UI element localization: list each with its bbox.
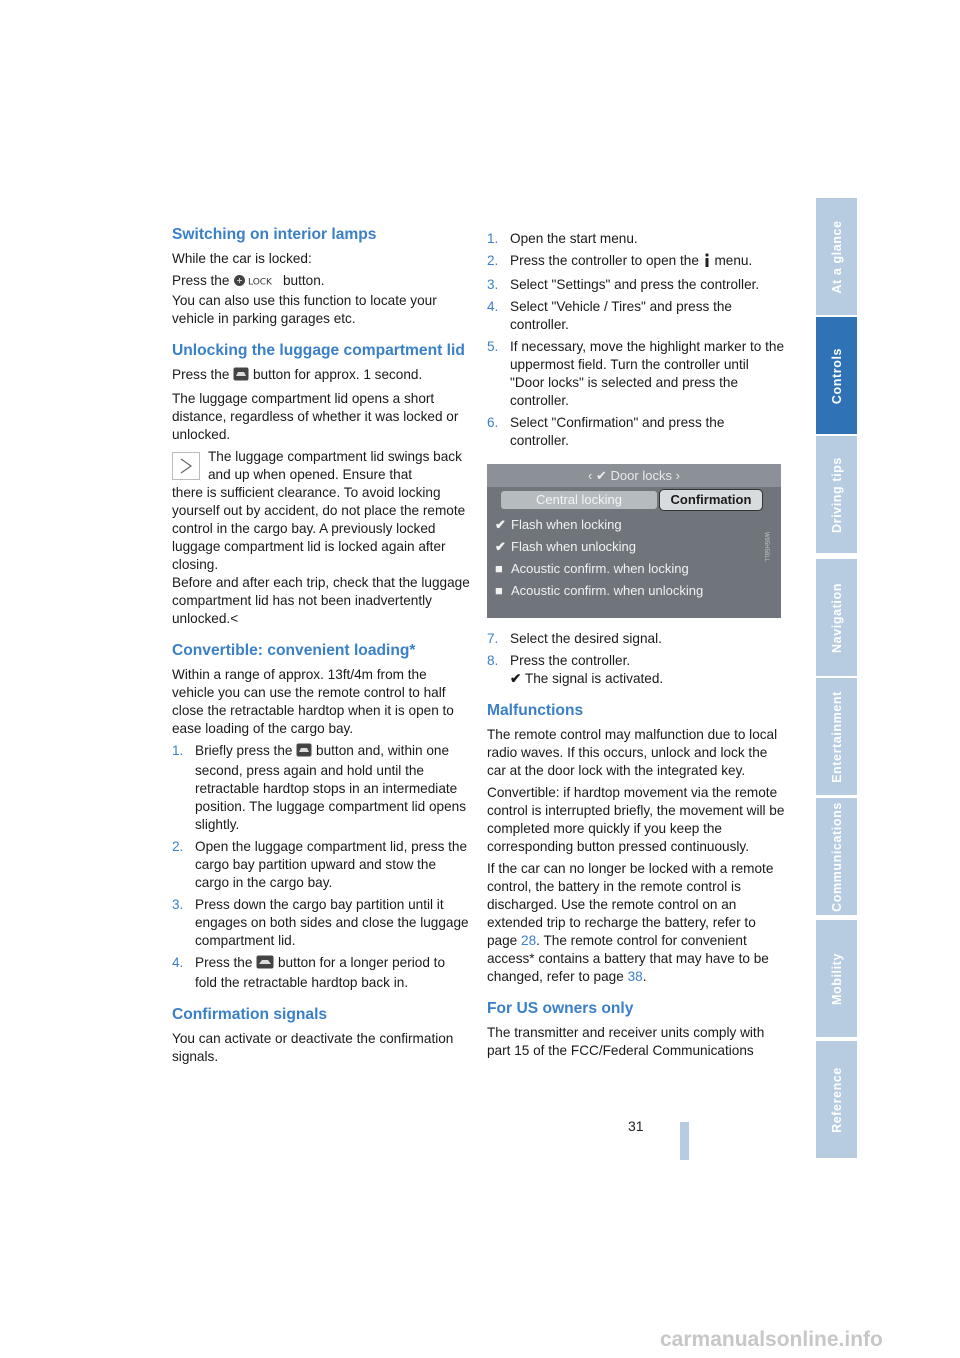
left-column (172, 226, 470, 1070)
unchecked-icon: ■ (495, 583, 503, 598)
unchecked-icon: ■ (495, 561, 503, 576)
text-malfunction-1: The remote control may malfunction due to local radio waves. If this occurs, unlock and lock the car at the door lock with the integrated key. (487, 727, 778, 778)
tab-communications[interactable]: Communications (816, 798, 857, 917)
text-press-lock: Press the LOCK button. (172, 272, 470, 292)
car-button-icon (256, 955, 274, 974)
watermark: carmanualsonline.info (660, 1328, 883, 1351)
trunk-button-icon (296, 743, 312, 762)
text-locked: While the car is locked: (172, 251, 312, 266)
checkmark-icon: ✔ (510, 671, 522, 686)
note-arrow-icon (172, 452, 200, 480)
check-icon: ✔ (596, 468, 607, 483)
section-heading-us-owners: For US owners only (487, 1000, 634, 1017)
tab-mobility[interactable]: Mobility (816, 920, 857, 1039)
checked-icon: ✔ (495, 539, 506, 554)
image-code: W95H58LL (763, 531, 769, 562)
screen-options (495, 514, 773, 602)
note-text-rest2: Before and after each trip, check that the luggage compartment lid has not been inadvertently unlocked.< (172, 575, 470, 626)
tab-navigation[interactable]: Navigation (816, 559, 857, 678)
list-item: 4. Press the button for a longer period to fold the retractable hardtop back in. (172, 955, 445, 990)
arrow-right-icon: › (675, 468, 680, 483)
option-row[interactable]: ✔ Flash when unlocking (495, 536, 773, 558)
note-text-first: The luggage compartment lid swings back and up when opened. Ensure that (208, 449, 462, 482)
door-locks-screen (487, 464, 781, 618)
text-malfunction-2: Convertible: if hardtop movement via the remote control is interrupted briefly, the movement will be completed more quickly if you keep the corresponding button pressed continuously. (487, 785, 785, 854)
section-heading-malfunctions: Malfunctions (487, 702, 584, 719)
option-row[interactable]: ✔ Flash when locking (495, 514, 773, 536)
list-item: 7. Select the desired signal. (487, 631, 662, 646)
chapter-sidebar (816, 198, 857, 1160)
info-icon (703, 253, 711, 272)
section-heading-luggage-lid: Unlocking the luggage compartment lid (172, 342, 465, 359)
tab-entertainment[interactable]: Entertainment (816, 678, 857, 797)
checked-icon: ✔ (495, 517, 506, 532)
text-confirmation: You can activate or deactivate the confirmation signals. (172, 1031, 454, 1064)
tab-reference[interactable]: Reference (816, 1041, 857, 1160)
screen-header: ‹ ✔ Door locks › (487, 464, 781, 487)
page-link-28[interactable]: 28 (521, 933, 537, 948)
tab-at-a-glance[interactable]: At a glance (816, 198, 857, 317)
list-item: 5. If necessary, move the highlight marker to the uppermost field. Turn the controller until "Door locks" is selected and press the controller. (487, 339, 785, 408)
text-malfunction-3: If the car can no longer be locked with a remote control, the battery in the remote control is discharged. Use the remote control on an extended trip to recharge the battery, refer to page 28. The remote control for convenient access* contains a battery that may have to be changed, refer to page 38. (487, 861, 774, 984)
caution-note (172, 448, 470, 628)
list-item: 1. Briefly press the button and, within one second, press again and hold until the retractable hardtop stops in an intermediate position. The luggage compartment lid opens slightly. (172, 743, 467, 832)
right-column (487, 226, 785, 1064)
list-item: 6. Select "Confirmation" and press the controller. (487, 415, 725, 448)
arrow-left-icon: ‹ (588, 468, 593, 483)
list-item: 4. Select "Vehicle / Tires" and press the controller. (487, 299, 732, 332)
tab-confirmation[interactable]: Confirmation (659, 489, 763, 511)
convertible-steps (172, 742, 470, 992)
note-text-rest: there is sufficient clearance. To avoid locking yourself out by accident, do not place the remote control in the cargo bay. A previously locked luggage compartment lid is locked again after closing. (172, 485, 466, 572)
page-marker (680, 1122, 689, 1160)
lock-button-icon (233, 274, 279, 292)
list-item: 2. Press the controller to open the menu. (487, 252, 785, 272)
trunk-button-icon (233, 367, 249, 386)
signal-steps (487, 630, 785, 688)
section-heading-convertible: Convertible: convenient loading* (172, 642, 416, 659)
list-item: 8. Press the controller. ✔ The signal is activated. (487, 653, 664, 686)
page-link-38[interactable]: 38 (627, 969, 643, 984)
text-us-owners: The transmitter and receiver units comply with part 15 of the FCC/Federal Communications (487, 1025, 765, 1058)
tab-central-locking[interactable]: Central locking (501, 491, 657, 509)
option-row[interactable]: ■ Acoustic confirm. when locking (495, 558, 773, 580)
tab-controls[interactable]: Controls (816, 317, 857, 436)
list-item: 3. Press down the cargo bay partition until it engages on both sides and close the luggage compartment lid. (172, 897, 469, 948)
screen-tabs (501, 491, 771, 509)
list-item: 3. Select "Settings" and press the controller. (487, 277, 760, 292)
page-number: 31 (628, 1118, 644, 1134)
section-heading-confirmation: Confirmation signals (172, 1006, 328, 1023)
list-item: 2. Open the luggage compartment lid, press the cargo bay partition upward and stow the cargo in the cargo bay. (172, 839, 468, 890)
section-heading-interior-lamps: Switching on interior lamps (172, 226, 377, 243)
text-convertible-intro: Within a range of approx. 13ft/4m from the vehicle you can use the remote control to half close the retractable hardtop when it is open to ease loading of the cargo bay. (172, 667, 454, 736)
settings-steps (487, 230, 785, 450)
list-item: 1. Open the start menu. (487, 231, 638, 246)
text-locate: You can also use this function to locate your vehicle in parking garages etc. (172, 293, 437, 326)
text-press-trunk: Press the button for approx. 1 second. (172, 366, 470, 386)
option-row[interactable]: ■ Acoustic confirm. when unlocking (495, 580, 773, 602)
text-lid-opens: The luggage compartment lid opens a short distance, regardless of whether it was locked or unlocked. (172, 391, 459, 442)
svg-text:LOCK: LOCK (248, 277, 273, 287)
tab-driving-tips[interactable]: Driving tips (816, 436, 857, 555)
